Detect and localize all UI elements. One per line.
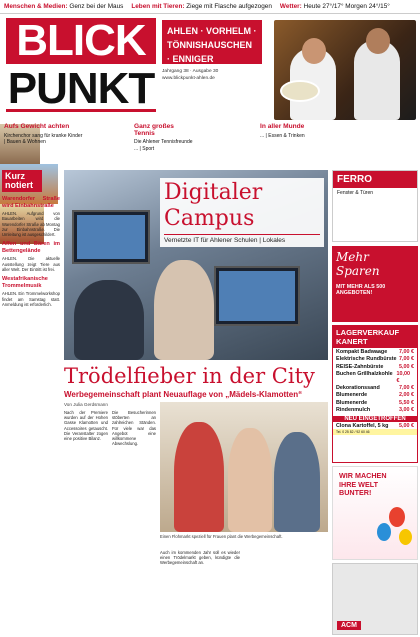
- chefs-photo: [274, 20, 416, 120]
- food-plate: [280, 80, 320, 102]
- subteaser-1[interactable]: Aufs Gewicht achten Kirchenchor sang für kranke Kinder | Bauen & Wohnen: [4, 123, 83, 145]
- issue-info: Jahrgang 38 · Ausgabe 30 www.blickpunkt-ahlen.de: [162, 69, 219, 81]
- photo-caption: Einen Flohmarkt speziell für Frauen plant die Werbegemeinschaft.: [160, 534, 283, 539]
- price-row: Buchen Grillhalzkohle 10,00 €: [336, 371, 410, 384]
- price-row: Rindenmulch 3,00 €: [336, 407, 414, 414]
- logo-blick: BLICK: [6, 18, 156, 64]
- chef-head: [302, 38, 326, 64]
- price-row: Clona Kartoffel, 5 kg 5,00 €: [336, 422, 414, 429]
- teaser-item-3[interactable]: Wetter: Heute 27°/17° Morgen 24°/15°: [279, 3, 390, 10]
- lagerverkauf-ad[interactable]: LAGERVERKAUF KANERT Kompakt Badwaage 7,00 € Elektrische Rundbürste 7,00 € REISE-Zahnbürste 5,00 € Buchen Grillhalzkohle 10,00 € Dekorationssand 7,00 € Blumenerde 2,00 € Blumenerde 5,50 € Rindenmulch 3,00 € NEU EINGETROFFEN Clona Kartoffel, 5 kg 5,00 € Tel. 0 25 82 / 92 60 46: [332, 325, 418, 463]
- computer-monitor: [72, 210, 150, 264]
- wir-machen-ad[interactable]: WIR MACHEN IHRE WELT BUNTER!: [332, 466, 418, 560]
- subteaser-2[interactable]: Ganz großes Tennis Die Ahlener Tennisfreunde ... | Sport: [134, 123, 193, 152]
- brief-text: AHLEN. Die aktuelle Ausstellung zeigt Tiere aus aller Welt. Der Eintritt ist frei.: [2, 256, 60, 273]
- price-row: Dekorationssand 7,00 €: [336, 385, 414, 392]
- top-teaser-bar: [0, 0, 420, 14]
- chef-head: [366, 28, 390, 54]
- balloon-icon: [399, 529, 412, 545]
- article-byline: Von Julia Gerdsmann: [64, 402, 108, 407]
- balloon-icon: [377, 523, 391, 541]
- brief-text: AHLEN. Ein Trommelworkshop findet am Samstag statt. Anmeldung ist erforderlich.: [2, 291, 60, 307]
- brief-title: Westafrikanische Trommelmusik: [2, 276, 48, 289]
- article-text-col: Nach der Premiere wurden auf der Hohen Gasse Klamotten und Accessoires getauscht. Die Veranstalter zogen eine positive Bilanz.: [64, 410, 108, 442]
- student-figure: [74, 280, 144, 360]
- ferro-ad[interactable]: FERRO Fenster & Türen: [332, 170, 418, 242]
- price-row: Blumenerde 2,00 €: [336, 392, 414, 399]
- price-row: REISE-Zahnbürste 5,00 €: [336, 363, 414, 370]
- price-row: Blumenerde 5,50 €: [336, 399, 414, 406]
- woman-figure: [274, 432, 320, 532]
- brief-text: AHLEN. Aufgrund von Bauarbeiten wird die Warendorfer Straße ab Montag zur Einbahnstraße. Die Umleitung ist ausgeschildert.: [2, 211, 60, 238]
- article-subheadline: Werbegemeinschaft plant Neuauflage von „Mädels-Klamotten“: [64, 390, 303, 399]
- woman-figure: [174, 422, 224, 532]
- town-list: AHLEN · VORHELM · TÖNNISHAUSCHEN · ENNIGER: [162, 20, 262, 64]
- kurz-notiert-badge: Kurz notiert: [2, 170, 42, 192]
- logo-punkt: PUNKT: [7, 64, 155, 113]
- subteaser-3[interactable]: In aller Munde ... | Essen & Trinken: [260, 123, 305, 139]
- sub-teasers: [0, 124, 420, 168]
- lager-footer: Tel. 0 25 82 / 92 60 46: [333, 429, 417, 435]
- article-photo: [160, 402, 328, 532]
- masthead: [0, 16, 420, 122]
- hero-photo: [64, 170, 328, 360]
- article-headline[interactable]: Trödelfieber in der City: [64, 364, 315, 388]
- hero-headline[interactable]: Digitaler Campus Vernetzte IT für Ahlener Schulen | Lokales: [160, 178, 324, 247]
- woman-figure: [228, 428, 272, 532]
- teaser-item-1[interactable]: Menschen & Medien: Genz bei der Maus: [4, 3, 124, 10]
- acm-ad[interactable]: ACM: [332, 563, 418, 635]
- price-row: Kompakt Badwaage 7,00 €: [336, 349, 414, 355]
- article-text-col: Auch im kommenden Jahr soll es wieder einen Trödelmarkt geben, kündigte die Werbegemeinschaft an.: [160, 550, 240, 566]
- mehr-sparen-ad[interactable]: Mehr Sparen MIT MEHR ALS 500 ANGEBOTEN!: [332, 246, 418, 322]
- article-text-col: Die Besucherinnen stöberten an zahlreichen Ständen. Für viele war das Angebot eine willkommene Abwechslung.: [112, 410, 156, 447]
- brief-title: Warendorfer Straße wird Einbahnstraße: [2, 196, 60, 209]
- student-figure: [154, 260, 214, 360]
- neu-eingetroffen-label: NEU EINGETROFFEN: [333, 416, 417, 422]
- kurz-notiert-column: [2, 170, 60, 635]
- computer-monitor: [214, 266, 300, 326]
- balloon-icon: [389, 507, 405, 527]
- teaser-item-2[interactable]: Leben mit Tieren: Ziege mit Flasche aufgezogen: [131, 3, 272, 10]
- main-content: [64, 170, 328, 635]
- price-row: Elektrische Rundbürste 7,00 €: [336, 356, 414, 363]
- brief-title: Affen und Bären im Bettengelände: [2, 241, 60, 254]
